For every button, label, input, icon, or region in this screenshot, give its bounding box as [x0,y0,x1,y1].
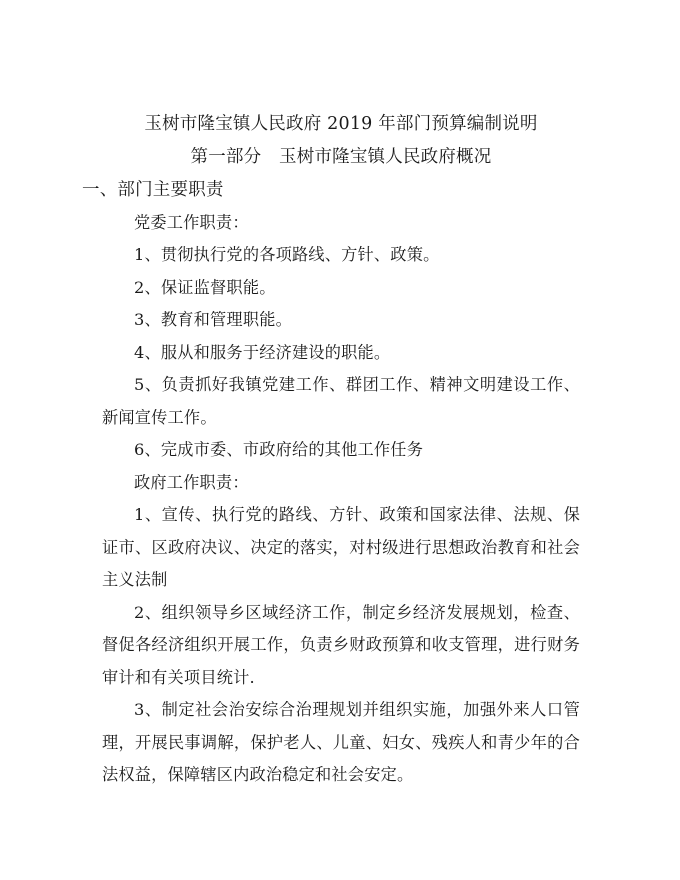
party-duty-item: 4、服从和服务于经济建设的职能。 [134,342,391,362]
document-subtitle: 第一部分 玉树市隆宝镇人民政府概况 [190,147,492,167]
party-duty-item: 5、负责抓好我镇党建工作、群团工作、精神文明建设工作、新闻宣传工作。 [102,375,580,427]
government-duties-label: 政府工作职责： [134,472,249,492]
party-duty-item: 1、贯彻执行党的各项路线、方针、政策。 [134,245,440,264]
document-page [82,108,580,792]
document-title: 玉树市隆宝镇人民政府 2019 年部门预算编制说明 [144,114,538,134]
party-duty-item: 6、完成市委、市政府给的其他工作任务 [134,440,424,459]
government-duty-item: 1、宣传、执行党的路线、方针、政策和国家法律、法规、保证市、区政府决议、决定的落实，对村级进行思想政治教育和社会主义法制 [102,505,580,589]
section-heading: 一、部门主要职责 [82,180,224,200]
party-duty-item: 3、教育和管理职能。 [134,310,292,329]
government-duty-item: 2、组织领导乡区域经济工作，制定乡经济发展规划，检查、督促各经济组织开展工作，负责乡财政预算和收支管理，进行财务审计和有关项目统计. [102,602,580,687]
government-duty-item: 3、制定社会治安综合治理规划并组织实施，加强外来人口管理，开展民事调解，保护老人、儿童、妇女、残疾人和青少年的合法权益，保障辖区内政治稳定和社会安定。 [102,700,580,784]
party-duty-item: 2、保证监督职能。 [134,277,276,297]
party-duties-label: 党委工作职责： [134,212,249,232]
